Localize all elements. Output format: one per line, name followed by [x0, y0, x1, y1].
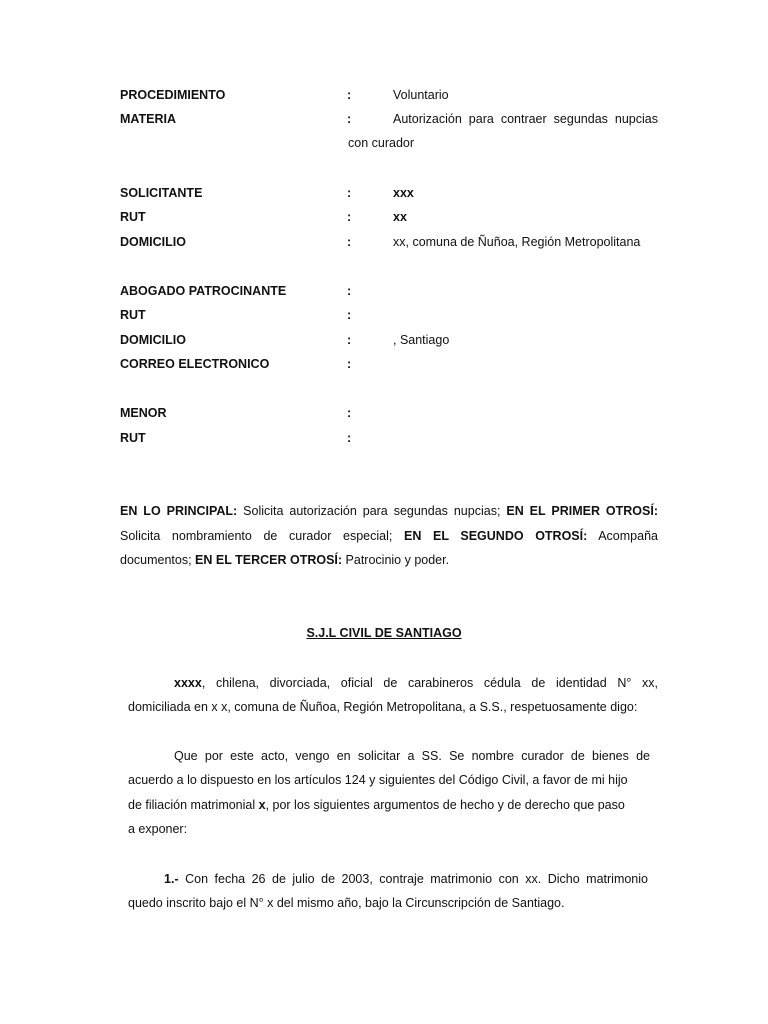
- header-row-rut-abogado: [120, 305, 660, 325]
- summary-text: Acompaña: [587, 529, 658, 543]
- colon: :: [347, 357, 352, 371]
- domicilio-value: xx, comuna de Ñuñoa, Región Metropolitana: [393, 235, 641, 249]
- materia-label: MATERIA: [120, 112, 177, 126]
- point-text: Con fecha 26 de julio de 2003, contraje matrimonio con xx. Dicho matrimonio: [178, 872, 648, 886]
- colon: :: [347, 406, 352, 420]
- summary-primer-otrosi-label: EN EL PRIMER OTROSÍ:: [506, 504, 658, 518]
- header-row-solicitante: [120, 183, 660, 203]
- header-row-domicilio-abogado: [120, 330, 660, 350]
- intro-line-1: [174, 673, 658, 693]
- rut-label: RUT: [120, 210, 146, 224]
- summary-text: Solicita autorización para segundas nupcias;: [237, 504, 507, 518]
- rut-label: RUT: [120, 308, 146, 322]
- colon: :: [347, 333, 352, 347]
- summary-segundo-otrosi-label: EN EL SEGUNDO OTROSÍ:: [403, 529, 588, 543]
- solicitante-label: SOLICITANTE: [120, 186, 203, 200]
- header-row-domicilio: [120, 232, 660, 252]
- colon: :: [347, 88, 352, 102]
- summary-tercer-otrosi-label: EN EL TERCER OTROSÍ:: [195, 553, 343, 567]
- procedimiento-value: Voluntario: [393, 88, 449, 102]
- intro-text: , chilena, divorciada, oficial de carabineros cédula de identidad N° xx,: [201, 676, 658, 690]
- request-line-2: acuerdo a lo dispuesto en los artículos 124 y siguientes del Código Civil, a favor de mi hijo: [128, 773, 628, 787]
- colon: :: [347, 235, 352, 249]
- materia-value-line2: con curador: [348, 136, 415, 150]
- abogado-label: ABOGADO PATROCINANTE: [120, 284, 287, 298]
- intro-line-2: domiciliada en x x, comuna de Ñuñoa, Región Metropolitana, a S.S., respetuosamente digo:: [128, 700, 638, 714]
- header-row-materia: [120, 109, 660, 129]
- request-text: de filiación matrimonial: [128, 798, 259, 812]
- request-text: , por los siguientes argumentos de hecho y de derecho que paso: [265, 798, 625, 812]
- summary-principal-label: EN LO PRINCIPAL:: [120, 504, 238, 518]
- rut-label: RUT: [120, 431, 146, 445]
- point1-line-1: [164, 869, 648, 889]
- request-line-1: Que por este acto, vengo en solicitar a SS. Se nombre curador de bienes de: [174, 749, 650, 763]
- summary-text: documentos;: [120, 553, 196, 567]
- header-row-correo: [120, 354, 660, 374]
- header-row-procedimiento: [120, 85, 660, 105]
- domicilio-abogado-value: , Santiago: [393, 333, 450, 347]
- header-row-rut: [120, 207, 660, 227]
- colon: :: [347, 431, 352, 445]
- request-line-4: a exponer:: [128, 822, 188, 836]
- summary-line-3: [120, 550, 658, 570]
- summary-line-1: [120, 501, 658, 521]
- request-line-3: [128, 795, 666, 815]
- domicilio-label: DOMICILIO: [120, 235, 186, 249]
- menor-label: MENOR: [120, 406, 167, 420]
- child-name: x: [258, 798, 266, 812]
- colon: :: [347, 284, 352, 298]
- procedimiento-label: PROCEDIMIENTO: [120, 88, 226, 102]
- header-row-rut-menor: [120, 428, 660, 448]
- solicitante-value: xxx: [393, 186, 414, 200]
- correo-label: CORREO ELECTRONICO: [120, 357, 270, 371]
- domicilio-label: DOMICILIO: [120, 333, 186, 347]
- colon: :: [347, 210, 352, 224]
- point1-line-2: quedo inscrito bajo el N° x del mismo año, bajo la Circunscripción de Santiago.: [128, 896, 565, 910]
- colon: :: [347, 112, 352, 126]
- header-row-abogado: [120, 281, 660, 301]
- materia-value-line1: Autorización para contraer segundas nupcias: [393, 112, 658, 126]
- summary-line-2: [120, 526, 658, 546]
- petitioner-name: xxxx: [174, 676, 202, 690]
- colon: :: [347, 308, 352, 322]
- colon: :: [347, 186, 352, 200]
- rut-value: xx: [393, 210, 407, 224]
- summary-text: Patrocinio y poder.: [342, 553, 450, 567]
- point-number: 1.-: [164, 872, 179, 886]
- summary-text: Solicita nombramiento de curador especial;: [120, 529, 404, 543]
- header-row-menor: [120, 403, 660, 423]
- court-heading: S.J.L CIVIL DE SANTIAGO: [306, 626, 462, 640]
